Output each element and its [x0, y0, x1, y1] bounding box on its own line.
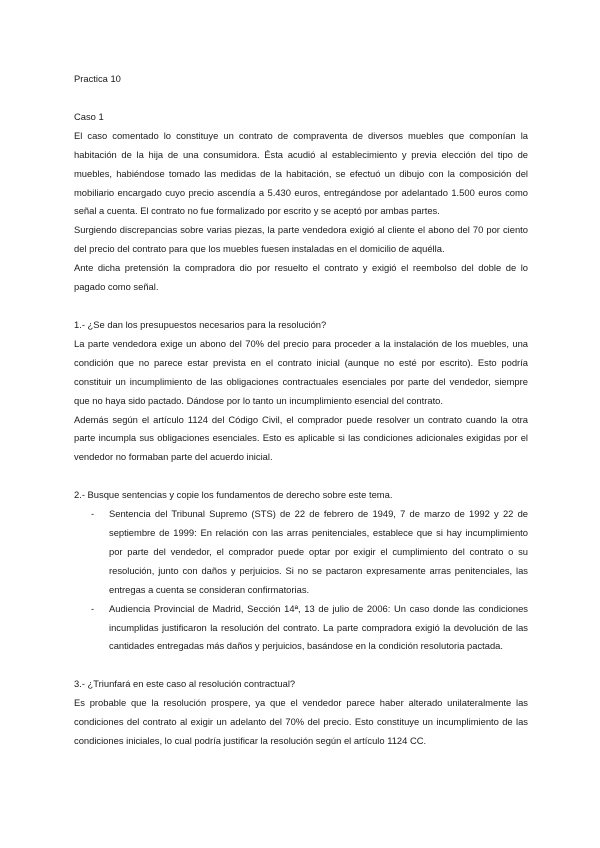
answer-paragraph: La parte vendedora exige un abono del 70% del precio para proceder a la instalación de los muebles, una condición que no parece estar prevista en el contrato inicial (aunque no esté por escrito). Esto podría constituir un incumplimiento de las obligaciones contractuales esenciales por parte del vendedor, siempre que no haya sido pactado. Dándose por lo tanto un incumplimiento esencial del contrato. — [74, 337, 528, 406]
dash-bullet: - — [91, 602, 95, 614]
answer-paragraph: Es probable que la resolución prospere, ya que el vendedor parece haber alterado unilateralmente las condiciones del contrato al exigir un adelanto del 70% del precio. Esto constituye un incumplimiento de las condiciones iniciales, lo cual podría justificar la resolución según el artículo 1124 CC. — [74, 697, 528, 747]
rulings-list — [74, 505, 528, 656]
case-label: Caso 1 — [74, 110, 104, 122]
dash-bullet: - — [91, 508, 95, 520]
question-3-section — [74, 675, 528, 751]
document-title: Practica 10 — [74, 73, 121, 84]
question-1-section — [74, 316, 528, 467]
case-section — [74, 108, 528, 297]
question-3-heading: 3.- ¿Triunfará en este caso al resolución contractual? — [74, 678, 296, 690]
answer-paragraph: Además según el artículo 1124 del Código Civil, el comprador puede resolver un contrato cuando la otra parte incumpla sus obligaciones esenciales. Esto es aplicable si las condiciones adicionales exigidas por el vendedor no formaban parte del acuerdo inicial. — [74, 413, 528, 463]
document-page — [74, 70, 528, 770]
question-2-section — [74, 486, 528, 656]
ruling-text: Sentencia del Tribunal Supremo (STS) de 22 de febrero de 1949, 7 de marzo de 1992 y 22 de septiembre de 1999: En relación con las arras penitenciales, establece que si hay incumplimiento por parte del vendedor, el comprador puede optar por exigir el cumplimiento del contrato o su resolución, junto con daños y perjuicios. Si no se pactaron expresamente arras penitenciales, las entregas a cuenta se consideran confirmatorias. — [109, 508, 528, 595]
ruling-item — [74, 600, 528, 657]
question-1-heading: 1.- ¿Se dan los presupuestos necesarios para la resolución? — [74, 318, 327, 330]
case-paragraph: Ante dicha pretensión la compradora dio por resuelto el contrato y exigió el reembolso del doble de lo pagado como señal. — [74, 262, 528, 293]
case-paragraph: Surgiendo discrepancias sobre varias piezas, la parte vendedora exigió al cliente el abono del 70 por ciento del precio del contrato para que los muebles fuesen instaladas en el domicilio de aquélla. — [74, 224, 528, 255]
question-2-heading: 2.- Busque sentencias y copie los fundamentos de derecho sobre este tema. — [74, 489, 393, 501]
ruling-item — [74, 505, 528, 600]
ruling-text: Audiencia Provincial de Madrid, Sección 14ª, 13 de julio de 2006: Un caso donde las condiciones incumplidas justificaron la resolución del contrato. La parte compradora exigió la devolución de las cantidades entregadas más daños y perjuicios, basándose en la condición resolutoria pactada. — [109, 602, 528, 652]
case-paragraph: El caso comentado lo constituye un contrato de compraventa de diversos muebles que componían la habitación de la hija de una consumidora. Ésta acudió al establecimiento y previa elección del tipo de muebles, habiéndose tomado las medidas de la habitación, se efectuó un dibujo con la composición del mobiliario encargado cuyo precio ascendía a 5.430 euros, entregándose por adelantado 1.500 euros como señal a cuenta. El contrato no fue formalizado por escrito y se aceptó por ambas partes. — [74, 129, 528, 217]
